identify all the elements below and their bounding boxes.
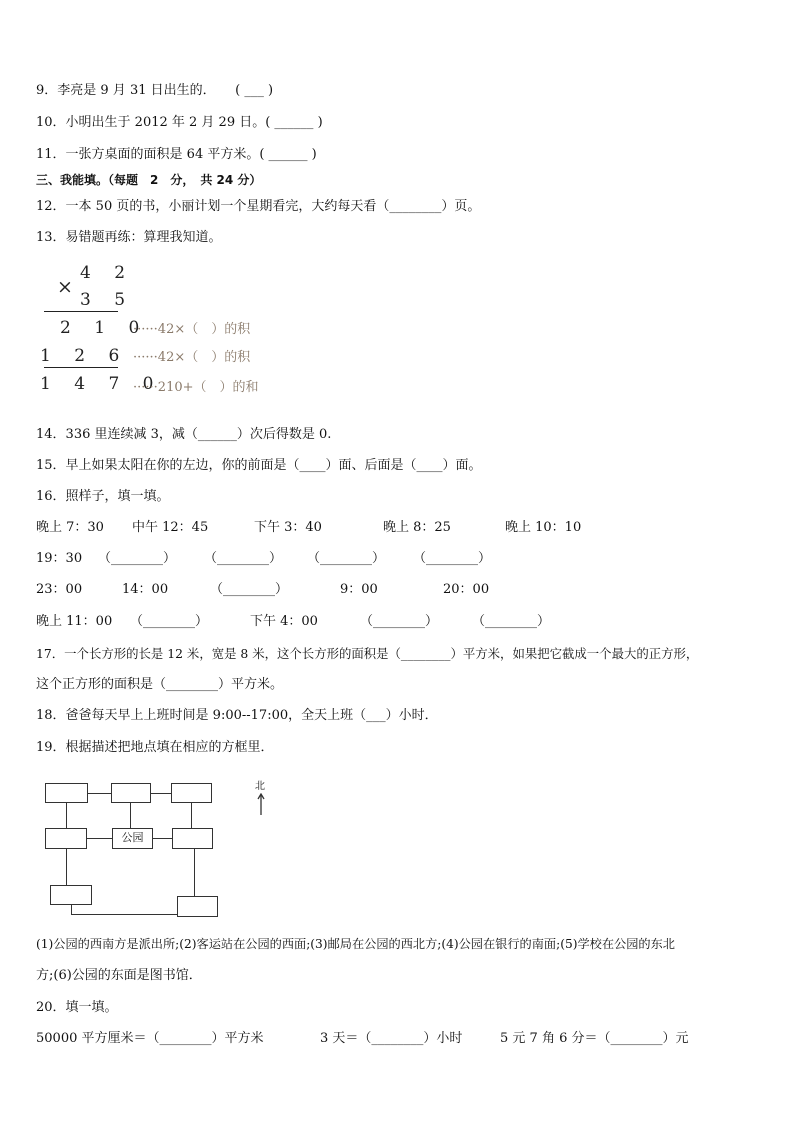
- map-box-blank[interactable]: [111, 783, 151, 803]
- time-cell: 晚上 7：30: [36, 520, 104, 535]
- map-line: [88, 793, 112, 794]
- blank-cell[interactable]: （________）: [130, 614, 209, 629]
- map-line: [66, 849, 67, 885]
- time-cell: 19：30: [36, 551, 83, 566]
- map-line: [66, 803, 67, 828]
- time-cell: 9：00: [340, 582, 378, 597]
- north-label: 北: [255, 781, 265, 792]
- q14: 14．336 里连续减 3，减（______）次后得数是 0.: [36, 427, 332, 442]
- q17-line1: 17．一个长方形的长是 12 米，宽是 8 米，这个长方形的面积是（________）平方米，如果把它截成一个最大的正方形，: [36, 646, 699, 661]
- north-arrow-icon: [255, 793, 267, 817]
- time-cell: 中午 12：45: [132, 520, 209, 535]
- q17-line2: 这个正方形的面积是（________）平方米。: [36, 677, 284, 692]
- q11: 11．一张方桌面的面积是 64 平方米。( ______ ): [36, 147, 317, 162]
- blank-cell[interactable]: （________）: [413, 551, 492, 566]
- calc-rule-1: [44, 311, 118, 312]
- map-line: [130, 803, 131, 828]
- q20-item: 50000 平方厘米＝（________）平方米: [36, 1031, 264, 1046]
- map-line: [194, 849, 195, 896]
- map-box-blank[interactable]: [45, 828, 87, 849]
- q19-desc-line2: 方;(6)公园的东面是图书馆．: [36, 968, 202, 983]
- calc-times-sign: ×: [57, 276, 82, 298]
- time-cell: 20：00: [443, 582, 490, 597]
- calc-note-2: ······42×（ ）的积: [133, 350, 251, 365]
- map-box-blank[interactable]: [50, 885, 92, 905]
- map-line: [87, 838, 113, 839]
- time-cell: 晚上 8：25: [383, 520, 451, 535]
- calc-rule-2: [44, 367, 118, 368]
- map-box-blank[interactable]: [177, 896, 218, 917]
- time-cell: 下午 4：00: [250, 614, 318, 629]
- q10: 10．小明出生于 2012 年 2 月 29 日。( ______ ): [36, 115, 323, 130]
- q20-item: 5 元 7 角 6 分＝（________）元: [500, 1031, 689, 1046]
- q20-item: 3 天＝（________）小时: [320, 1031, 463, 1046]
- blank-cell[interactable]: （________）: [204, 551, 283, 566]
- calc-note-3: ······210+（ ）的和: [133, 380, 259, 395]
- map-park-label: 公园: [121, 831, 144, 844]
- blank-cell[interactable]: （________）: [307, 551, 386, 566]
- time-cell: 晚上 10：10: [505, 520, 582, 535]
- map-box-park: [112, 828, 153, 849]
- q15: 15．早上如果太阳在你的左边，你的前面是（____）面、后面是（____）面。: [36, 458, 482, 473]
- map-box-blank[interactable]: [172, 828, 213, 849]
- q13: 13．易错题再练：算理我知道。: [36, 230, 222, 245]
- map-line: [153, 838, 173, 839]
- q20: 20．填一填。: [36, 1000, 118, 1015]
- map-box-blank[interactable]: [45, 783, 88, 803]
- blank-cell[interactable]: （________）: [98, 551, 177, 566]
- q9: 9．李亮是 9 月 31 日出生的． ( ___ ): [36, 83, 274, 98]
- q19-desc-line1: (1)公园的西南方是派出所;(2)客运站在公园的西面;(3)邮局在公园的西北方;(4)公园在银行的南面;(5)学校在公园的东北: [36, 937, 675, 951]
- map-line: [150, 793, 172, 794]
- calc-product: 1 4 7 0: [40, 374, 163, 394]
- q18: 18．爸爸每天早上上班时间是 9:00--17:00，全天上班（___）小时．: [36, 708, 438, 723]
- blank-cell[interactable]: （________）: [360, 614, 439, 629]
- blank-cell[interactable]: （________）: [472, 614, 551, 629]
- time-cell: 晚上 11：00: [36, 614, 113, 629]
- q16: 16．照样子，填一填。: [36, 489, 170, 504]
- calc-partial-1: 2 1 0: [60, 318, 149, 338]
- calc-multiplier: 3 5: [80, 290, 135, 310]
- section-heading: 三、我能填。（每题 2 分， 共 24 分）: [36, 173, 262, 187]
- time-cell: 下午 3：40: [254, 520, 322, 535]
- map-line: [191, 803, 192, 828]
- calc-partial-2: 1 2 6: [40, 346, 129, 366]
- time-cell: 23：00: [36, 582, 83, 597]
- map-line: [71, 914, 177, 915]
- q12: 12．一本 50 页的书，小丽计划一个星期看完，大约每天看（________）页。: [36, 199, 481, 214]
- calc-multiplicand: 4 2: [80, 263, 135, 283]
- map-box-blank[interactable]: [171, 783, 212, 803]
- time-cell: 14：00: [122, 582, 169, 597]
- q19: 19．根据描述把地点填在相应的方框里．: [36, 740, 274, 755]
- blank-cell[interactable]: （________）: [210, 582, 289, 597]
- calc-note-1: ······42×（ ）的积: [133, 322, 251, 337]
